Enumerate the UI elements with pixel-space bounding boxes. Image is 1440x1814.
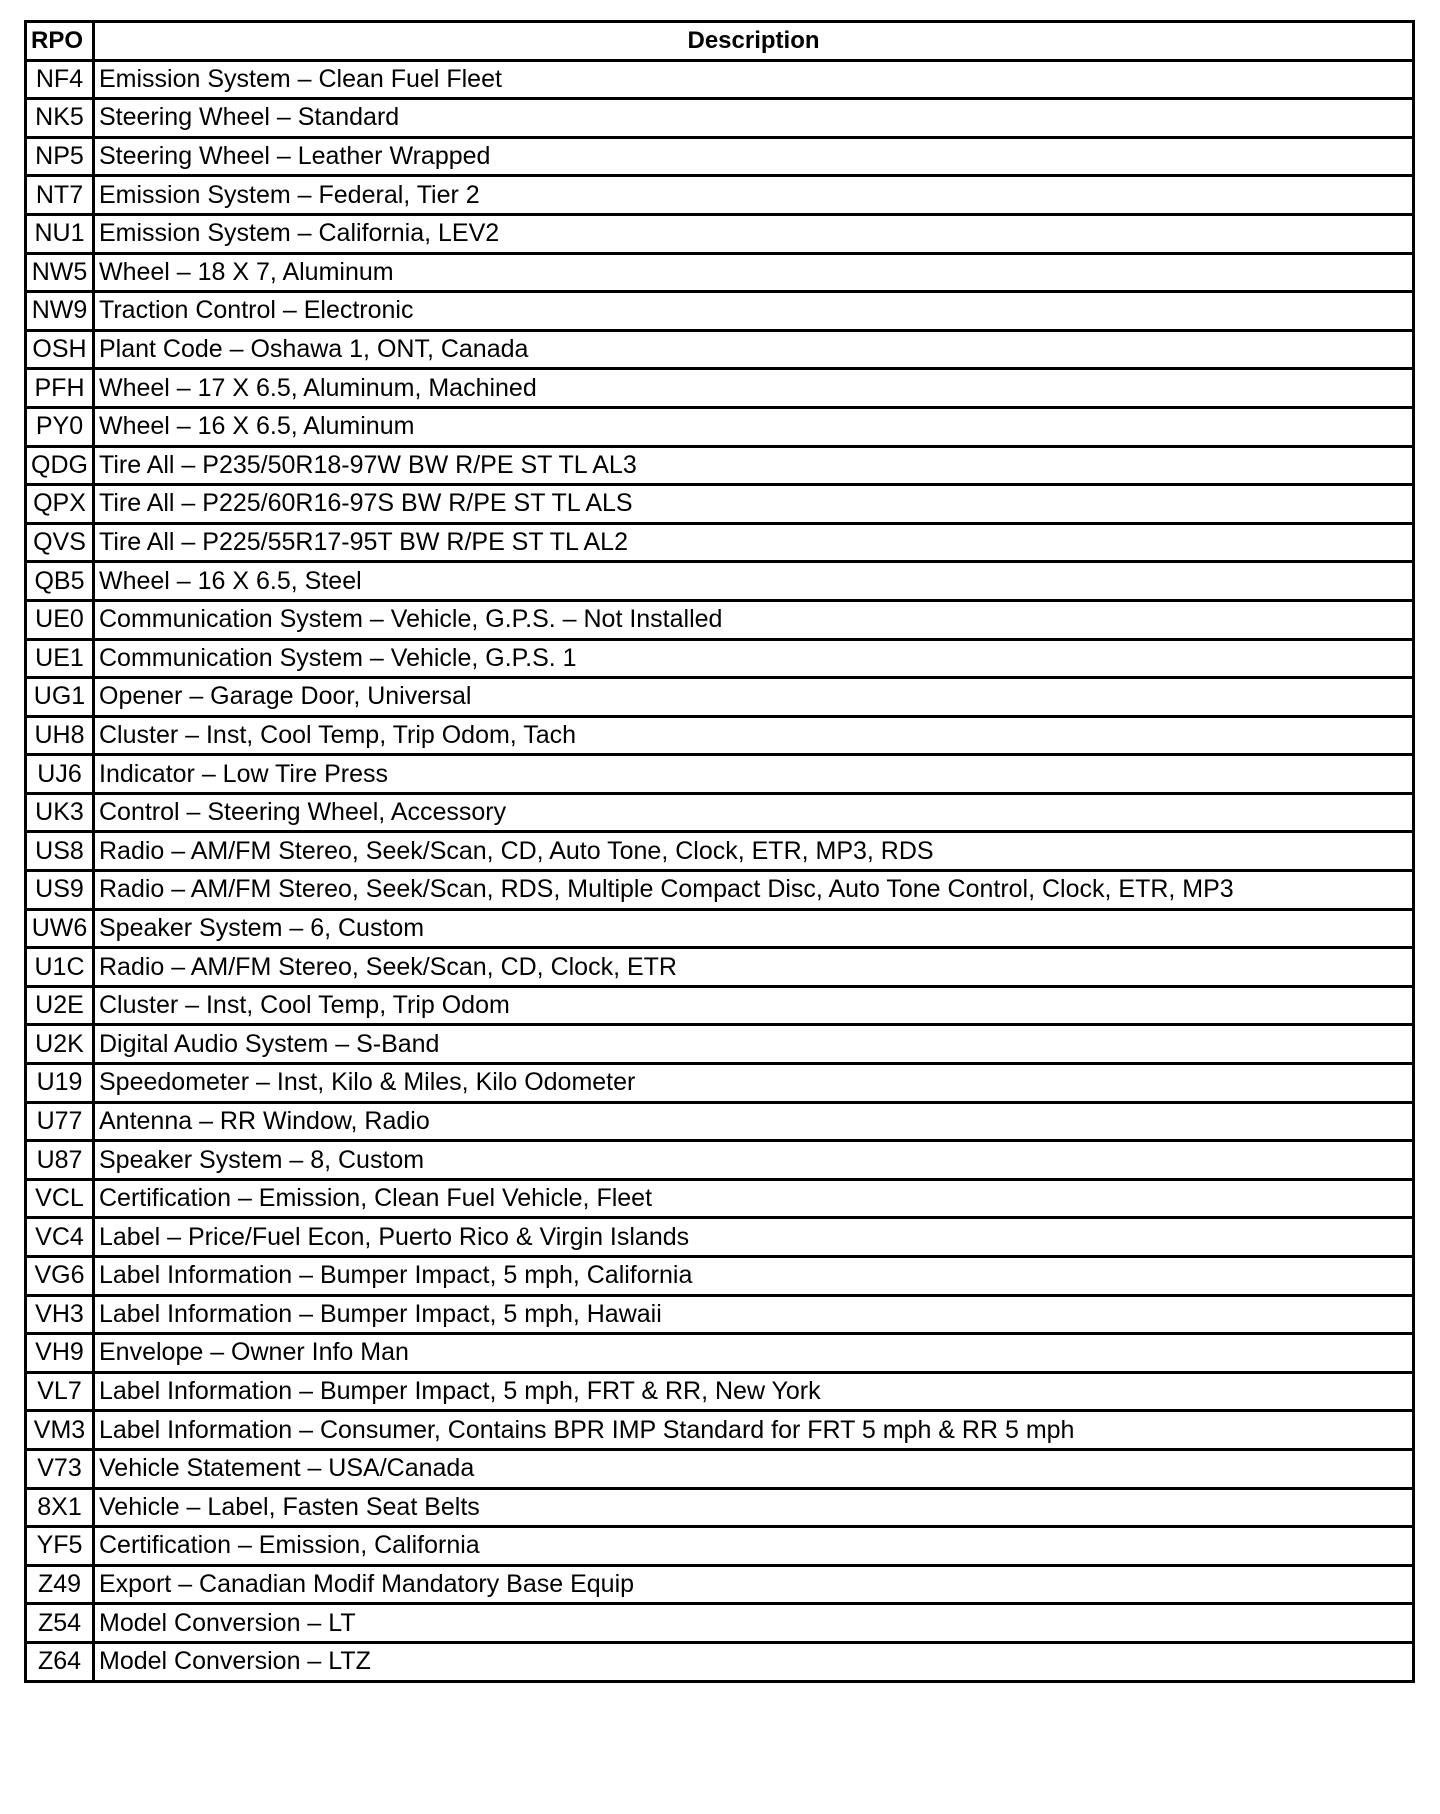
table-row [26,871,1414,910]
rpo-code-cell: US8 [26,832,94,871]
rpo-code-cell: YF5 [26,1527,94,1566]
description-cell: Communication System – Vehicle, G.P.S. 1 [94,639,1414,678]
rpo-code-cell: UJ6 [26,755,94,794]
description-cell: Speaker System – 6, Custom [94,909,1414,948]
column-header-description: Description [94,22,1414,61]
description-cell: Label Information – Bumper Impact, 5 mph, Hawaii [94,1295,1414,1334]
description-cell: Model Conversion – LTZ [94,1642,1414,1681]
rpo-table [24,20,1415,1683]
table-row [26,1449,1414,1488]
rpo-code-cell: Z54 [26,1604,94,1643]
description-cell: Radio – AM/FM Stereo, Seek/Scan, RDS, Multiple Compact Disc, Auto Tone Control, Clock, ETR, MP3 [94,871,1414,910]
table-row [26,1295,1414,1334]
rpo-code-cell: UE0 [26,600,94,639]
rpo-code-cell: UE1 [26,639,94,678]
rpo-code-cell: OSH [26,330,94,369]
table-row [26,292,1414,331]
table-row [26,832,1414,871]
description-cell: Steering Wheel – Leather Wrapped [94,137,1414,176]
table-row [26,1488,1414,1527]
table-row [26,99,1414,138]
description-cell: Tire All – P225/55R17-95T BW R/PE ST TL AL2 [94,523,1414,562]
description-cell: Label Information – Consumer, Contains BPR IMP Standard for FRT 5 mph & RR 5 mph [94,1411,1414,1450]
rpo-code-cell: U2E [26,986,94,1025]
table-row [26,986,1414,1025]
description-cell: Vehicle Statement – USA/Canada [94,1449,1414,1488]
table-body [26,60,1414,1681]
rpo-code-cell: NF4 [26,60,94,99]
description-cell: Plant Code – Oshawa 1, ONT, Canada [94,330,1414,369]
description-cell: Communication System – Vehicle, G.P.S. – Not Installed [94,600,1414,639]
description-cell: Antenna – RR Window, Radio [94,1102,1414,1141]
table-row [26,1565,1414,1604]
rpo-code-cell: PY0 [26,407,94,446]
rpo-code-cell: NW9 [26,292,94,331]
table-row [26,1141,1414,1180]
rpo-code-cell: U2K [26,1025,94,1064]
table-row [26,600,1414,639]
description-cell: Certification – Emission, Clean Fuel Vehicle, Fleet [94,1179,1414,1218]
description-cell: Radio – AM/FM Stereo, Seek/Scan, CD, Auto Tone, Clock, ETR, MP3, RDS [94,832,1414,871]
table-row [26,755,1414,794]
description-cell: Label Information – Bumper Impact, 5 mph, FRT & RR, New York [94,1372,1414,1411]
rpo-code-cell: VCL [26,1179,94,1218]
rpo-code-cell: PFH [26,369,94,408]
table-row [26,1102,1414,1141]
description-cell: Wheel – 16 X 6.5, Aluminum [94,407,1414,446]
table-row [26,176,1414,215]
description-cell: Certification – Emission, California [94,1527,1414,1566]
table-row [26,678,1414,717]
description-cell: Tire All – P235/50R18-97W BW R/PE ST TL AL3 [94,446,1414,485]
rpo-code-cell: QDG [26,446,94,485]
rpo-code-cell: U19 [26,1064,94,1103]
rpo-code-cell: UG1 [26,678,94,717]
description-cell: Label Information – Bumper Impact, 5 mph, California [94,1257,1414,1296]
description-cell: Steering Wheel – Standard [94,99,1414,138]
table-row [26,446,1414,485]
table-row [26,716,1414,755]
description-cell: Speedometer – Inst, Kilo & Miles, Kilo Odometer [94,1064,1414,1103]
table-row [26,137,1414,176]
table-row [26,369,1414,408]
description-cell: Digital Audio System – S-Band [94,1025,1414,1064]
rpo-code-cell: UW6 [26,909,94,948]
rpo-code-cell: VL7 [26,1372,94,1411]
table-row [26,407,1414,446]
description-cell: Emission System – California, LEV2 [94,214,1414,253]
table-row [26,639,1414,678]
description-cell: Export – Canadian Modif Mandatory Base Equip [94,1565,1414,1604]
table-row [26,1604,1414,1643]
rpo-code-cell: QVS [26,523,94,562]
table-row [26,253,1414,292]
rpo-code-cell: UH8 [26,716,94,755]
description-cell: Wheel – 16 X 6.5, Steel [94,562,1414,601]
rpo-code-cell: UK3 [26,793,94,832]
table-row [26,60,1414,99]
description-cell: Emission System – Clean Fuel Fleet [94,60,1414,99]
description-cell: Opener – Garage Door, Universal [94,678,1414,717]
description-cell: Emission System – Federal, Tier 2 [94,176,1414,215]
description-cell: Radio – AM/FM Stereo, Seek/Scan, CD, Clock, ETR [94,948,1414,987]
rpo-code-cell: VH3 [26,1295,94,1334]
rpo-code-cell: NT7 [26,176,94,215]
table-row [26,909,1414,948]
rpo-code-cell: NP5 [26,137,94,176]
description-cell: Label – Price/Fuel Econ, Puerto Rico & Virgin Islands [94,1218,1414,1257]
description-cell: Model Conversion – LT [94,1604,1414,1643]
table-row [26,1218,1414,1257]
table-row [26,793,1414,832]
rpo-code-cell: Z64 [26,1642,94,1681]
description-cell: Cluster – Inst, Cool Temp, Trip Odom [94,986,1414,1025]
table-row [26,1372,1414,1411]
table-row [26,1179,1414,1218]
rpo-code-cell: U77 [26,1102,94,1141]
table-row [26,1064,1414,1103]
table-header-row [26,22,1414,61]
rpo-code-cell: U1C [26,948,94,987]
table-row [26,1411,1414,1450]
table-row [26,948,1414,987]
rpo-code-cell: NU1 [26,214,94,253]
table-row [26,1334,1414,1373]
description-cell: Control – Steering Wheel, Accessory [94,793,1414,832]
description-cell: Wheel – 17 X 6.5, Aluminum, Machined [94,369,1414,408]
rpo-code-cell: VH9 [26,1334,94,1373]
rpo-code-cell: VG6 [26,1257,94,1296]
rpo-code-cell: VC4 [26,1218,94,1257]
rpo-code-cell: NW5 [26,253,94,292]
table-row [26,1025,1414,1064]
description-cell: Wheel – 18 X 7, Aluminum [94,253,1414,292]
description-cell: Traction Control – Electronic [94,292,1414,331]
table-row [26,1527,1414,1566]
rpo-code-cell: QB5 [26,562,94,601]
description-cell: Speaker System – 8, Custom [94,1141,1414,1180]
column-header-rpo: RPO [26,22,94,61]
rpo-code-cell: U87 [26,1141,94,1180]
description-cell: Envelope – Owner Info Man [94,1334,1414,1373]
description-cell: Indicator – Low Tire Press [94,755,1414,794]
rpo-code-cell: VM3 [26,1411,94,1450]
table-row [26,523,1414,562]
table-row [26,562,1414,601]
rpo-code-cell: QPX [26,485,94,524]
rpo-code-cell: 8X1 [26,1488,94,1527]
table-row [26,214,1414,253]
rpo-code-cell: V73 [26,1449,94,1488]
table-row [26,1257,1414,1296]
table-row [26,1642,1414,1681]
rpo-code-cell: NK5 [26,99,94,138]
description-cell: Cluster – Inst, Cool Temp, Trip Odom, Tach [94,716,1414,755]
table-row [26,330,1414,369]
rpo-code-cell: Z49 [26,1565,94,1604]
table-row [26,485,1414,524]
rpo-code-cell: US9 [26,871,94,910]
description-cell: Tire All – P225/60R16-97S BW R/PE ST TL ALS [94,485,1414,524]
description-cell: Vehicle – Label, Fasten Seat Belts [94,1488,1414,1527]
